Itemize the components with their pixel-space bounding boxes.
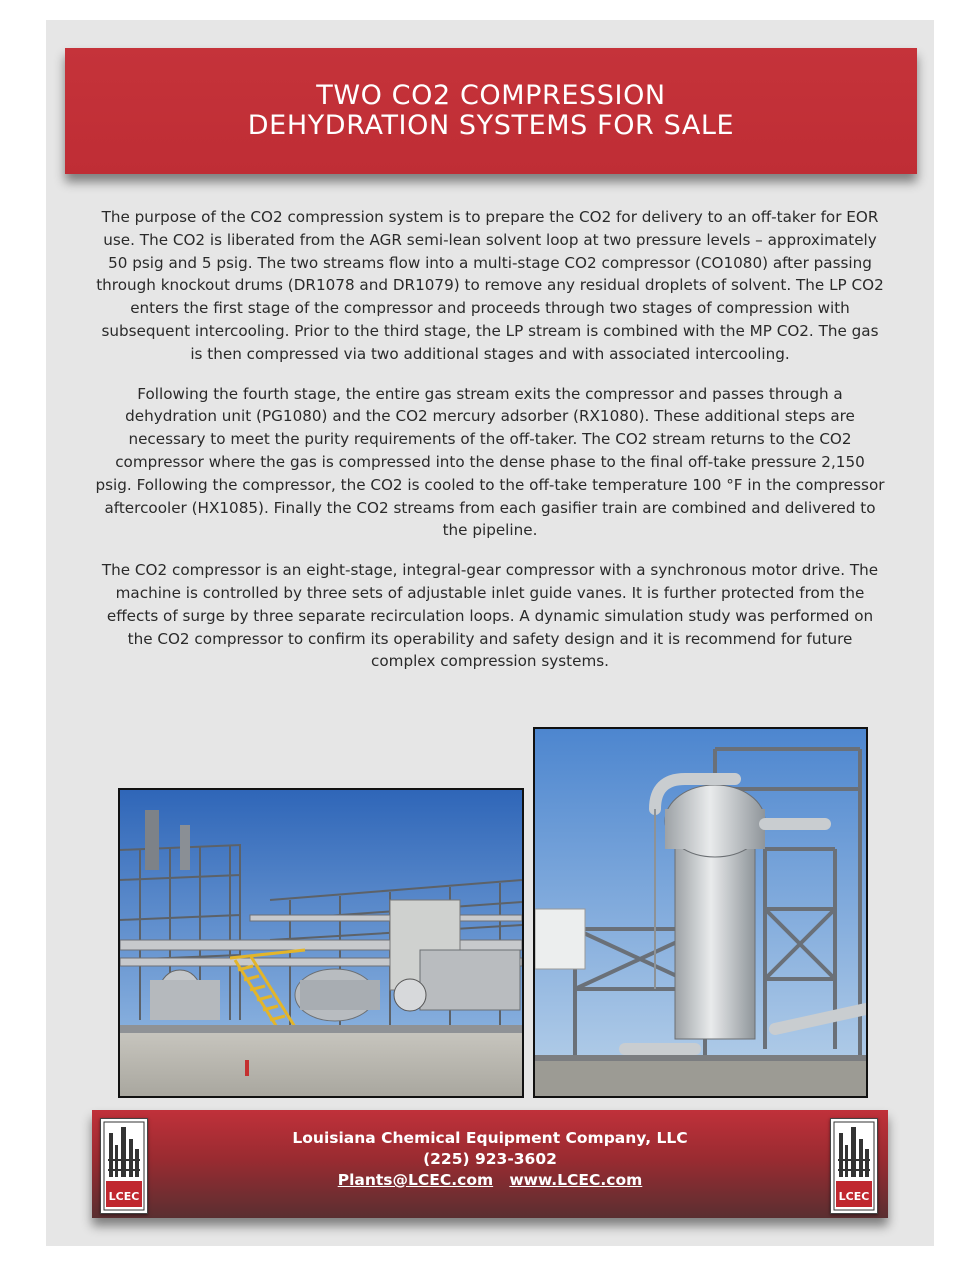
title-line-1: TWO CO2 COMPRESSION xyxy=(316,80,666,111)
website-link[interactable]: www.LCEC.com xyxy=(509,1171,643,1189)
plant-photo-left xyxy=(118,788,524,1098)
title-banner xyxy=(65,48,917,174)
body-text xyxy=(95,206,885,690)
lcec-logo-left xyxy=(100,1118,148,1214)
contact-block xyxy=(92,1128,888,1191)
plant-photo-right xyxy=(533,727,868,1098)
paragraph-2: Following the fourth stage, the entire gas stream exits the compressor and passes through a dehydration unit (PG1080) and the CO2 mercury adsorber (RX1080). These additional steps are necessary to meet the purity requirements of the off-taker. The CO2 stream returns to the CO2 compressor where the gas is compressed into the dense phase to the final off-take pressure 2,150 psig. Following the compressor, the CO2 is cooled to the off-take temperature 100 °F in the compressor aftercooler (HX1085). Finally the CO2 streams from each gasifier train are combined and delivered to the pipeline. xyxy=(95,384,885,540)
phone-number: (225) 923-3602 xyxy=(423,1150,557,1168)
contact-links xyxy=(92,1170,888,1191)
company-name: Louisiana Chemical Equipment Company, LLC xyxy=(292,1129,688,1147)
title-line-2: DEHYDRATION SYSTEMS FOR SALE xyxy=(247,110,735,141)
email-link[interactable]: Plants@LCEC.com xyxy=(337,1171,494,1189)
logo-text: LCEC xyxy=(108,1190,140,1203)
lcec-logo-right xyxy=(830,1118,878,1214)
paragraph-3: The CO2 compressor is an eight-stage, integral-gear compressor with a synchronous motor drive. The machine is controlled by three sets of adjustable inlet guide vanes. It is further protected from the effects of surge by three separate recirculation loops. A dynamic simulation study was performed on the CO2 compressor to confirm its operability and safety design and it is recommend for future complex compression systems. xyxy=(101,561,879,671)
logo-text: LCEC xyxy=(838,1190,870,1203)
footer-bar xyxy=(92,1110,888,1218)
paragraph-1: The purpose of the CO2 compression system is to prepare the CO2 for delivery to an off-taker for EOR use. The CO2 is liberated from the AGR semi-lean solvent loop at two pressure levels – approximately 50 psig and 5 psig. The two streams flow into a multi-stage CO2 compressor (CO1080) after passing through knockout drums (DR1078 and DR1079) to remove any residual droplets of solvent. The LP CO2 enters the first stage of the compressor and proceeds through two stages of compression with subsequent intercooling. Prior to the third stage, the LP stream is combined with the MP CO2. The gas is then compressed via two additional stages and with associated intercooling. xyxy=(96,208,884,363)
